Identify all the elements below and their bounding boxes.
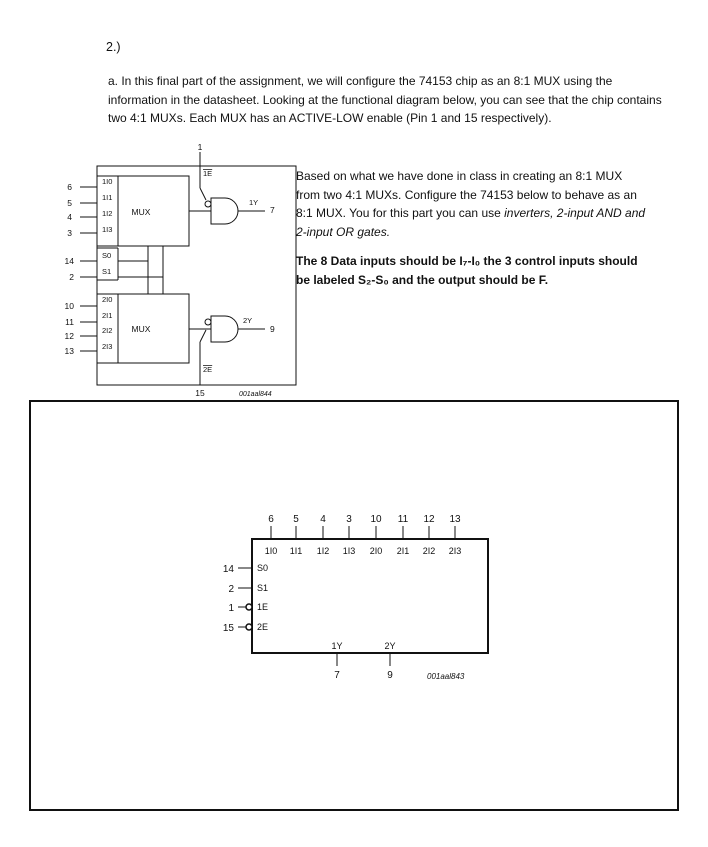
fd-pin-3: 3 bbox=[67, 228, 72, 238]
sym-pin-5: 5 bbox=[293, 514, 299, 525]
fd-label-1i0: 1I0 bbox=[102, 177, 113, 186]
fd-pin-7: 7 bbox=[270, 205, 275, 215]
sym-label-2i0: 2I0 bbox=[369, 546, 383, 556]
sym-label-1i1: 1I1 bbox=[289, 546, 303, 556]
fd-top-mux-label: MUX bbox=[131, 207, 151, 217]
fd-label-2i2: 2I2 bbox=[102, 326, 113, 335]
instruction-text bbox=[296, 167, 648, 289]
fd-pin-15: 15 bbox=[195, 388, 205, 398]
sym-label-2i3: 2I3 bbox=[448, 546, 462, 556]
fd-bottom-mux-label: MUX bbox=[131, 324, 151, 334]
fd-pin-12: 12 bbox=[64, 331, 74, 341]
sym-label-1i2: 1I2 bbox=[316, 546, 330, 556]
fd-label-s1: S1 bbox=[102, 267, 112, 276]
sym-pin-7: 7 bbox=[334, 670, 340, 681]
fd-pin-2: 2 bbox=[69, 272, 74, 282]
fd-label-1i3: 1I3 bbox=[102, 225, 113, 234]
sym-label-1i0: 1I0 bbox=[264, 546, 278, 556]
sym-pin-6: 6 bbox=[268, 514, 274, 525]
fd-label-2i1: 2I1 bbox=[102, 311, 113, 320]
sym-label-s0: S0 bbox=[257, 563, 269, 573]
sym-label-2y: 2Y bbox=[384, 641, 396, 651]
sym-pin-12: 12 bbox=[423, 514, 435, 525]
fd-figure-code: 001aal844 bbox=[239, 391, 272, 398]
fd-pin-13: 13 bbox=[64, 346, 74, 356]
sym-pin-13: 13 bbox=[449, 514, 461, 525]
fd-label-enable1: 1E bbox=[203, 169, 213, 178]
fd-label-s0: S0 bbox=[102, 251, 112, 260]
instruction-paragraph bbox=[296, 167, 648, 241]
sym-pin-4: 4 bbox=[320, 514, 326, 525]
labeling-instruction: The 8 Data inputs should be I₇-I₀ the 3 control inputs should be labeled S₂-S₀ and the output should be F. bbox=[296, 254, 638, 287]
sym-pin-1: 1 bbox=[228, 603, 234, 614]
question-number: 2.) bbox=[106, 40, 121, 54]
sym-label-2i1: 2I1 bbox=[396, 546, 410, 556]
fd-pin-1: 1 bbox=[197, 142, 203, 152]
sym-pin-15: 15 bbox=[222, 623, 234, 634]
fd-label-1i2: 1I2 bbox=[102, 209, 113, 218]
fd-label-2i0: 2I0 bbox=[102, 295, 113, 304]
instruction-text-italic: inverters, 2-input AND and 2-input OR gates. bbox=[296, 206, 646, 239]
sym-pin-14: 14 bbox=[222, 564, 234, 575]
fd-label-2i3: 2I3 bbox=[102, 342, 113, 351]
sym-label-2i2: 2I2 bbox=[422, 546, 436, 556]
fd-label-1y: 1Y bbox=[249, 198, 259, 207]
intro-paragraph: a. In this final part of the assignment, we will configure the 74153 chip as an 8:1 MUX using the information in the datasheet. Looking at the functional diagram below, you can see that the chip contains two 4:1 MUXs. Each MUX has an ACTIVE-LOW enable (Pin 1 and 15 respectively). bbox=[108, 74, 662, 125]
fd-pin-5: 5 bbox=[67, 198, 72, 208]
functional-diagram bbox=[60, 140, 300, 402]
fd-pin-14: 14 bbox=[64, 256, 74, 266]
sym-pin-9: 9 bbox=[387, 670, 393, 681]
fd-label-enable2: 2E bbox=[203, 365, 213, 374]
sym-pin-10: 10 bbox=[370, 514, 382, 525]
chip-symbol bbox=[215, 510, 495, 685]
instruction-text-regular: Based on what we have done in class in creating an 8:1 MUX from two 4:1 MUXs. Configure the 74153 below to behave as an 8:1 MUX. You for this part you can use bbox=[296, 169, 637, 220]
fd-pin-9: 9 bbox=[270, 324, 275, 334]
sym-label-2e: 2E bbox=[257, 622, 269, 632]
sym-label-s1: S1 bbox=[257, 583, 269, 593]
sym-label-1i3: 1I3 bbox=[342, 546, 356, 556]
fd-pin-10: 10 bbox=[64, 301, 74, 311]
fd-pin-11: 11 bbox=[65, 317, 74, 327]
sym-pin-2: 2 bbox=[228, 584, 234, 595]
sym-label-1e: 1E bbox=[257, 602, 269, 612]
fd-pin-4: 4 bbox=[67, 212, 72, 222]
sym-figure-code: 001aal843 bbox=[427, 672, 465, 681]
sym-pin-3: 3 bbox=[346, 514, 352, 525]
fd-label-1i1: 1I1 bbox=[102, 193, 113, 202]
fd-pin-6: 6 bbox=[67, 182, 72, 192]
fd-label-2y: 2Y bbox=[243, 316, 253, 325]
sym-pin-11: 11 bbox=[397, 514, 409, 525]
sym-label-1y: 1Y bbox=[331, 641, 343, 651]
